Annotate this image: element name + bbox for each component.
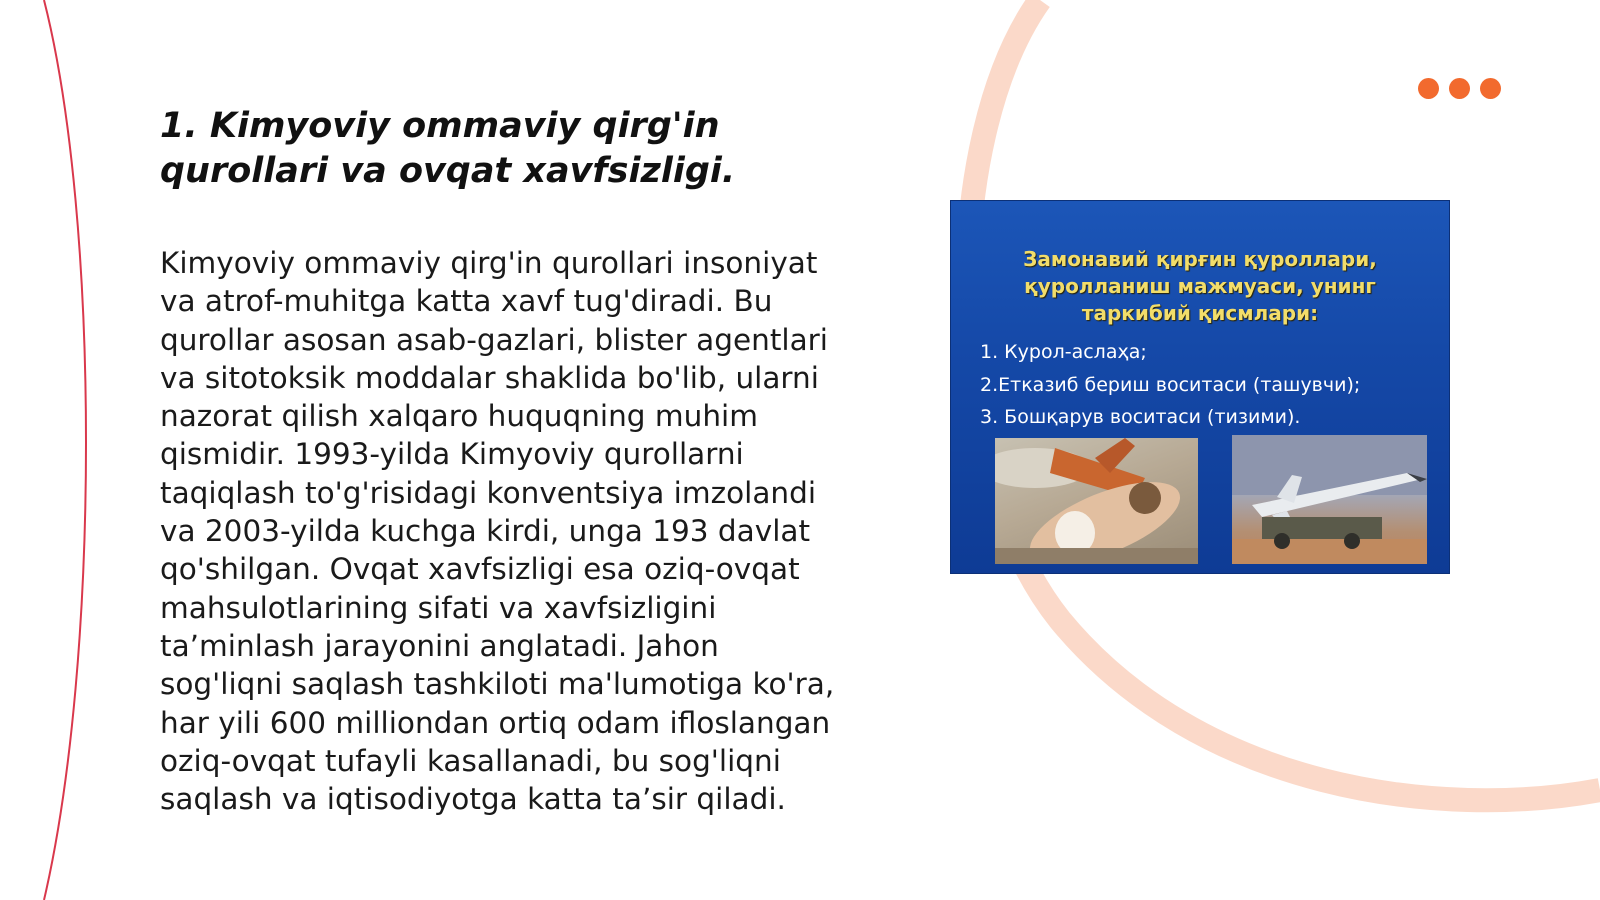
- missile-launcher-photo: [1232, 435, 1427, 564]
- decorative-edge-curve: [44, 0, 86, 900]
- dot-3: [1480, 78, 1501, 99]
- slide-title: 1. Kimyoviy ommaviy qirg'in qurollari va ovqat xavfsizligi.: [160, 106, 736, 191]
- bomb-photo: [995, 438, 1198, 564]
- dot-2: [1449, 78, 1470, 99]
- weapons-slide-picture: [950, 200, 1450, 574]
- picture-list: [980, 336, 1440, 434]
- picture-list-item: 3. Бошқарув воситаси (тизими).: [980, 406, 1301, 428]
- dot-1: [1418, 78, 1439, 99]
- more-dots-icon: [1418, 78, 1518, 102]
- picture-list-item: 2.Етказиб бериш воситаси (ташувчи);: [980, 373, 1361, 396]
- picture-heading: Замонавий қирғин қуроллари, қуролланиш мажмуаси, унинг таркибий қисмлари:: [1023, 247, 1377, 325]
- picture-list-item: 1. Курол-аслаҳа;: [980, 341, 1147, 363]
- slide-body-text: Kimyoviy ommaviy qirg'in qurollari insoniyat va atrof-muhitga katta xavf tug'diradi. Bu qurollar asosan asab-gazlari, blister agentlari va sitotoksik moddalar shaklida bo'lib, ularni nazorat qilish xalqaro huquqning muhim qismidir. 1993-yilda Kimyoviy qurollarni taqiqlash to'g'risidagi konventsiya imzolandi va 2003-yilda kuchga kirdi, unga 193 davlat qo'shilgan. Ovqat xavfsizligi esa oziq-ovqat mahsulotlarining sifati va xavfsizligini ta’minlash jarayonini anglatadi. Jahon sog'liqni saqlash tashkiloti ma'lumotiga ko'ra, har yili 600 milliondan ortiq odam ifloslangan oziq-ovqat tufayli kasallanadi, bu sog'liqni saqlash va iqtisodiyotga katta ta’sir qiladi.: [160, 246, 835, 817]
